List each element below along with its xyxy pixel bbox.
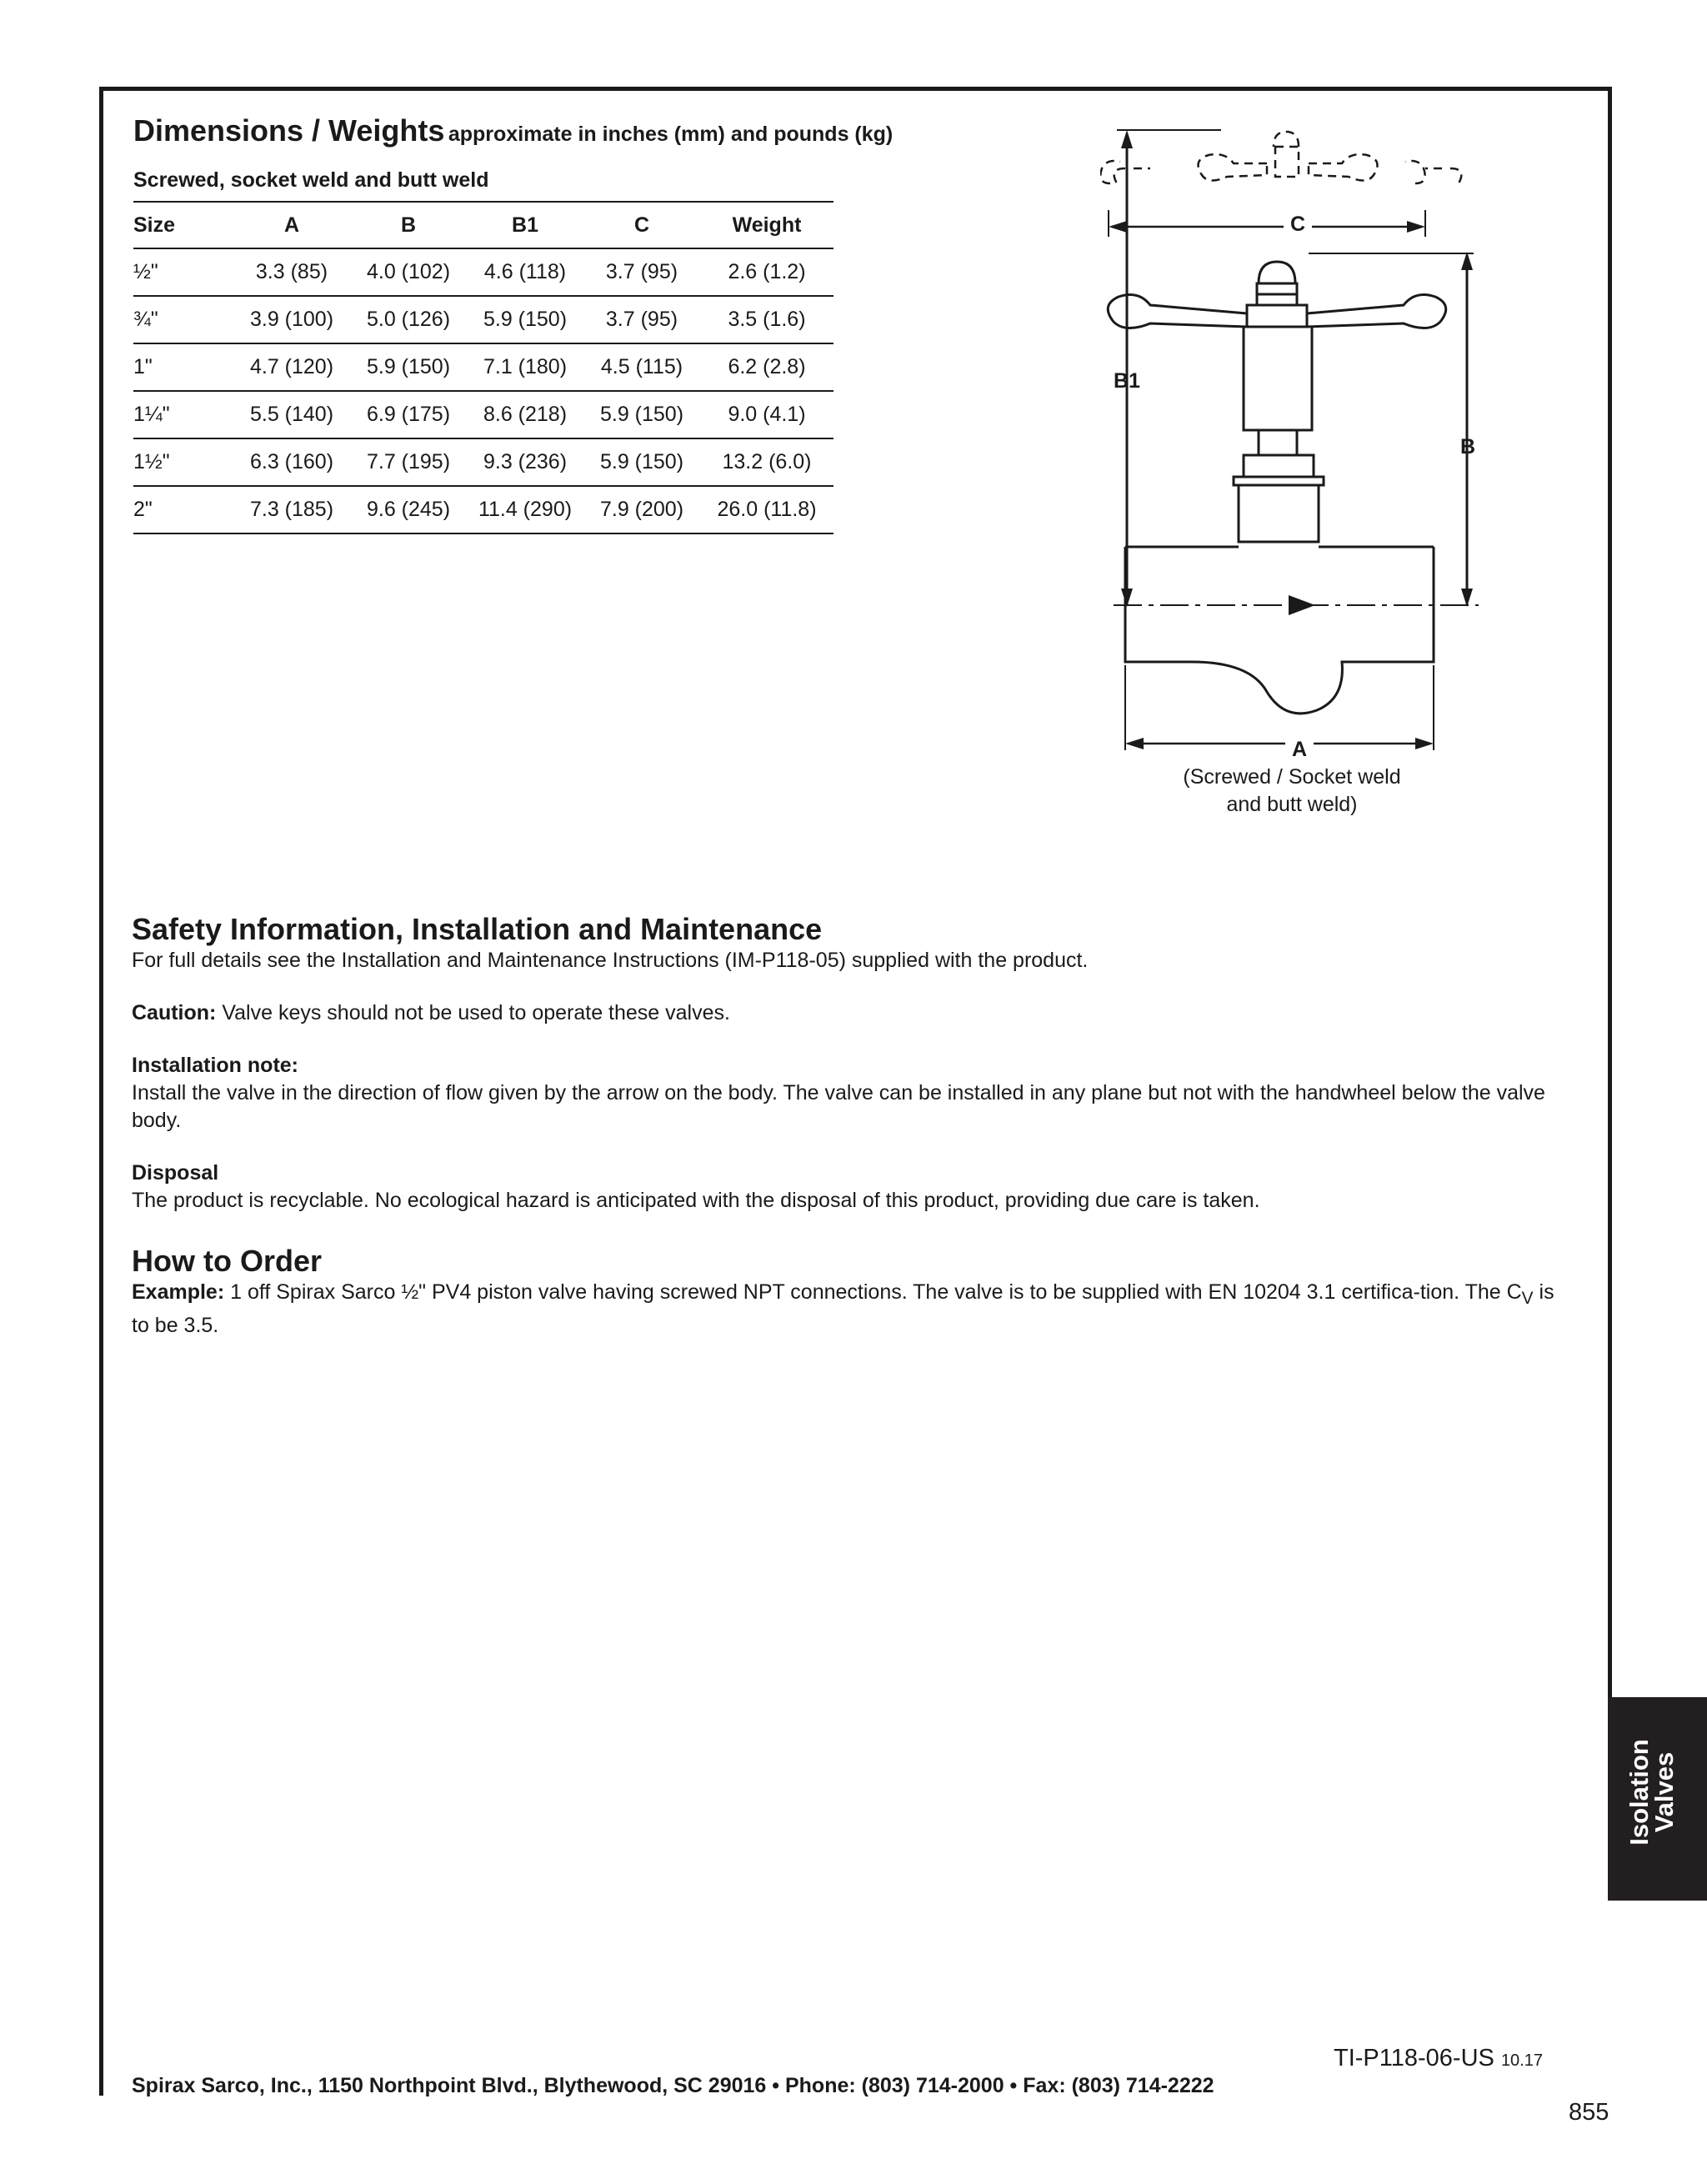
disposal-label: Disposal: [132, 1161, 219, 1185]
doc-version: 10.17: [1500, 2051, 1543, 2070]
cell-size: 1¼": [133, 391, 233, 438]
label-b: B: [1460, 435, 1476, 458]
label-c: C: [1284, 213, 1312, 237]
cell-size: 1": [133, 343, 233, 391]
cell-b: 9.6 (245): [350, 486, 467, 533]
example-end: is to be 3.5.: [132, 1280, 1554, 1337]
header-size: Size: [133, 203, 233, 248]
cell-size: ½": [133, 248, 233, 296]
dimensions-heading: [133, 113, 893, 148]
table-row: [133, 248, 833, 296]
caution-paragraph: [132, 999, 1565, 1027]
doc-code-text: TI-P118-06-US: [1334, 2045, 1494, 2071]
safety-intro: For full details see the Installation and Maintenance Instructions (IM-P118-05) supplied with the product.: [132, 949, 1089, 972]
side-tab-line2: Valves: [1649, 1751, 1679, 1833]
cell-b: 7.7 (195): [350, 438, 467, 486]
table-row: [133, 486, 833, 533]
cell-b: 5.0 (126): [350, 296, 467, 343]
example-label: Example:: [132, 1280, 225, 1304]
cell-size: 2": [133, 486, 233, 533]
cell-weight: 9.0 (4.1): [700, 391, 833, 438]
dimensions-title: Dimensions / Weights: [133, 113, 445, 148]
dimensions-table: [133, 203, 833, 534]
cell-b: 6.9 (175): [350, 391, 467, 438]
order-section: [132, 1244, 1565, 1340]
table-row: [133, 343, 833, 391]
page-frame-top: [99, 87, 1612, 91]
table-row: [133, 296, 833, 343]
cell-size: ¾": [133, 296, 233, 343]
side-tab-line1: Isolation: [1624, 1739, 1654, 1846]
cell-c: 3.7 (95): [583, 248, 700, 296]
table-header-row: [133, 203, 833, 248]
drawing-caption: [1125, 764, 1459, 819]
cell-b1: 4.6 (118): [467, 248, 583, 296]
caution-text: Valve keys should not be used to operate these valves.: [216, 1001, 730, 1024]
cell-c: 7.9 (200): [583, 486, 700, 533]
label-a: A: [1285, 738, 1314, 762]
page-number: 855: [1569, 2099, 1609, 2126]
cell-c: 4.5 (115): [583, 343, 700, 391]
cell-weight: 2.6 (1.2): [700, 248, 833, 296]
header-weight: Weight: [700, 203, 833, 248]
drawing-caption-line2: and butt weld): [1226, 793, 1358, 816]
cell-weight: 3.5 (1.6): [700, 296, 833, 343]
table-row: [133, 438, 833, 486]
safety-section: [132, 912, 1565, 1215]
cell-b1: 11.4 (290): [467, 486, 583, 533]
cell-weight: 26.0 (11.8): [700, 486, 833, 533]
page-frame-left: [99, 87, 103, 2096]
header-b1: B1: [467, 203, 583, 248]
side-tab-label: [1624, 1709, 1679, 1876]
order-example: [132, 1279, 1565, 1340]
dimensions-subtitle: approximate in inches (mm) and pounds (kg): [448, 123, 894, 146]
cell-b1: 8.6 (218): [467, 391, 583, 438]
cell-c: 3.7 (95): [583, 296, 700, 343]
cell-b: 4.0 (102): [350, 248, 467, 296]
page-frame-right: [1608, 87, 1612, 1700]
cell-b1: 7.1 (180): [467, 343, 583, 391]
cell-b: 5.9 (150): [350, 343, 467, 391]
example-text: 1 off Spirax Sarco ½" PV4 piston valve having screwed NPT connections. The valve is to be supplied with EN 10204 3.1 certifica-tion. The C: [224, 1280, 1522, 1304]
install-text: Install the valve in the direction of flow given by the arrow on the body. The valve can be installed in any plane but not with the handwheel below the valve body.: [132, 1081, 1545, 1132]
cell-weight: 6.2 (2.8): [700, 343, 833, 391]
cell-weight: 13.2 (6.0): [700, 438, 833, 486]
cell-b1: 9.3 (236): [467, 438, 583, 486]
label-b1: B1: [1114, 369, 1140, 393]
cell-c: 5.9 (150): [583, 438, 700, 486]
document-code: [1334, 2045, 1543, 2072]
cell-a: 3.3 (85): [233, 248, 350, 296]
table-caption: Screwed, socket weld and butt weld: [133, 168, 489, 192]
header-b: B: [350, 203, 467, 248]
cell-a: 6.3 (160): [233, 438, 350, 486]
header-c: C: [583, 203, 700, 248]
disposal-text: The product is recyclable. No ecological hazard is anticipated with the disposal of this product, providing due care is taken.: [132, 1189, 1260, 1212]
cell-a: 3.9 (100): [233, 296, 350, 343]
install-label: Installation note:: [132, 1054, 298, 1077]
cell-b1: 5.9 (150): [467, 296, 583, 343]
drawing-caption-line1: (Screwed / Socket weld: [1183, 765, 1401, 789]
cell-size: 1½": [133, 438, 233, 486]
cell-a: 4.7 (120): [233, 343, 350, 391]
cell-a: 7.3 (185): [233, 486, 350, 533]
header-a: A: [233, 203, 350, 248]
cell-a: 5.5 (140): [233, 391, 350, 438]
caution-label: Caution:: [132, 1001, 217, 1024]
cell-c: 5.9 (150): [583, 391, 700, 438]
table-row: [133, 391, 833, 438]
footer-address: Spirax Sarco, Inc., 1150 Northpoint Blvd., Blythewood, SC 29016 • Phone: (803) 714-2000 • Fax: (803) 714-2222: [132, 2074, 1214, 2097]
safety-title: Safety Information, Installation and Maintenance: [132, 912, 823, 946]
order-title: How to Order: [132, 1244, 323, 1278]
cv-subscript: V: [1521, 1289, 1534, 1308]
